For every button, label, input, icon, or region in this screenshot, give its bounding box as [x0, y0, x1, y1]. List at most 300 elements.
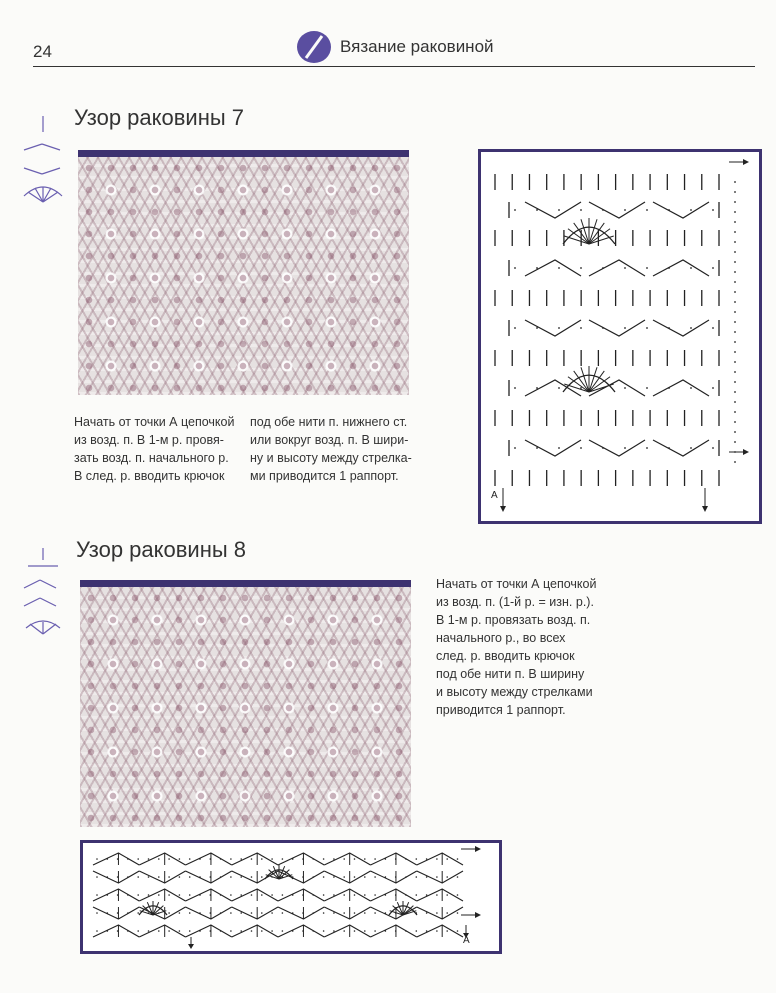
chain-stitch [179, 912, 181, 914]
chain-zigzag [186, 925, 232, 937]
chain-stitch [127, 912, 129, 914]
chain-stitch [734, 251, 736, 253]
chain-stitch [734, 401, 736, 403]
chain-stitch [646, 327, 648, 329]
chain-stitch [580, 327, 582, 329]
chain-stitch [354, 894, 356, 896]
chain-zigzag [186, 889, 232, 901]
chain-zigzag [525, 440, 581, 456]
chain-stitch [668, 387, 670, 389]
chain-stitch [734, 271, 736, 273]
chain-stitch [624, 267, 626, 269]
chain-stitch [446, 858, 448, 860]
chain-stitch [261, 876, 263, 878]
chain-stitch [189, 876, 191, 878]
chain-zigzag [417, 925, 463, 937]
chain-stitch [457, 894, 459, 896]
chain-stitch [333, 912, 335, 914]
chain-zigzag [589, 380, 645, 396]
chain-stitch [230, 930, 232, 932]
chart-7-start-label: A [491, 490, 498, 501]
shell-stitch [574, 371, 589, 392]
chain-stitch [199, 894, 201, 896]
chain-stitch [199, 912, 201, 914]
chain-stitch [271, 858, 273, 860]
chain-zigzag [186, 853, 232, 865]
instructions-7-right: под обе нити п. нижнего ст. или вокруг возд. п. В шири- ну и высоту между стрелка- ми приводится 1 раппорт. [250, 415, 412, 483]
chain-zigzag [278, 853, 324, 865]
chain-stitch [385, 894, 387, 896]
chain-stitch [127, 894, 129, 896]
chain-stitch [436, 930, 438, 932]
section-title-8: Узор раковины 8 [76, 537, 247, 562]
chain-zigzag [139, 889, 185, 901]
chain-stitch [646, 387, 648, 389]
chain-stitch [734, 191, 736, 193]
chain-stitch [158, 894, 160, 896]
chain-stitch [734, 461, 736, 463]
chain-stitch [137, 858, 139, 860]
chain-stitch [96, 858, 98, 860]
chain-stitch [385, 930, 387, 932]
chart-pattern-7 [478, 149, 762, 524]
chain-zigzag [186, 871, 232, 883]
chain-stitch [261, 912, 263, 914]
chain-stitch [436, 858, 438, 860]
chain-stitch [734, 341, 736, 343]
chain-zigzag [417, 853, 463, 865]
chain-stitch [354, 912, 356, 914]
chain-stitch [220, 894, 222, 896]
chain-stitch [416, 858, 418, 860]
crochet-diagram-8 [83, 843, 499, 951]
chain-stitch [137, 894, 139, 896]
chain-stitch [690, 447, 692, 449]
chain-stitch [240, 876, 242, 878]
chain-stitch [374, 930, 376, 932]
chain-zigzag [93, 925, 139, 937]
chain-stitch [333, 876, 335, 878]
chain-stitch [580, 267, 582, 269]
repeat-arrow-head [188, 944, 194, 949]
chain-stitch [734, 331, 736, 333]
instructions-8: Начать от точки А цепочкой из возд. п. (1-й р. = изн. р.). В 1-м р. провязать возд. п. начального р., во всех след. р. вводить крючок под обе нити п. В ширину и высоту между стрелками приводится 1 раппорт. [436, 577, 597, 717]
chain-stitch [436, 876, 438, 878]
chain-stitch [251, 876, 253, 878]
chain-stitch [734, 261, 736, 263]
chain-stitch [117, 930, 119, 932]
chain-stitch [96, 894, 98, 896]
chain-stitch [405, 894, 407, 896]
chain-stitch [210, 894, 212, 896]
chain-stitch [220, 876, 222, 878]
chain-stitch [179, 858, 181, 860]
chain-stitch [734, 221, 736, 223]
chain-stitch [333, 858, 335, 860]
chain-zigzag [186, 907, 232, 919]
chain-stitch [426, 912, 428, 914]
chain-stitch [210, 876, 212, 878]
shell-stitch [589, 236, 614, 244]
stitch-symbols-icon [20, 544, 66, 640]
chain-stitch [323, 930, 325, 932]
shell-stitch [589, 377, 610, 392]
chain-stitch [364, 930, 366, 932]
shell-stitch [581, 219, 589, 244]
chain-zigzag [371, 889, 417, 901]
chain-stitch [446, 912, 448, 914]
chain-stitch [734, 421, 736, 423]
chain-stitch [251, 912, 253, 914]
chain-stitch [668, 209, 670, 211]
chain-stitch [199, 930, 201, 932]
chain-zigzag [589, 260, 645, 276]
chain-stitch [343, 912, 345, 914]
repeat-arrow-head [475, 846, 481, 852]
chain-stitch [734, 431, 736, 433]
chain-stitch [168, 930, 170, 932]
chain-zigzag [93, 889, 139, 901]
chain-stitch [364, 858, 366, 860]
repeat-arrow-head [475, 912, 481, 918]
chain-stitch [624, 209, 626, 211]
chain-stitch [323, 876, 325, 878]
chain-stitch [261, 894, 263, 896]
chain-stitch [148, 858, 150, 860]
chain-stitch [536, 447, 538, 449]
chain-stitch [426, 894, 428, 896]
shell-stitch [581, 367, 589, 392]
chain-stitch [446, 876, 448, 878]
chain-zigzag [232, 889, 278, 901]
photo-7-bar [78, 150, 409, 157]
chain-stitch [168, 912, 170, 914]
chain-stitch [514, 209, 516, 211]
chain-stitch [137, 912, 139, 914]
chain-stitch [712, 209, 714, 211]
chain-stitch [343, 930, 345, 932]
chapter-title: Вязание раковиной [340, 37, 494, 56]
chain-stitch [189, 858, 191, 860]
chain-stitch [168, 876, 170, 878]
chain-stitch [107, 894, 109, 896]
chain-stitch [261, 930, 263, 932]
chain-stitch [734, 311, 736, 313]
chain-stitch [374, 876, 376, 878]
chain-stitch [712, 447, 714, 449]
chain-stitch [580, 209, 582, 211]
chain-stitch [292, 912, 294, 914]
chain-stitch [734, 181, 736, 183]
chain-stitch [127, 876, 129, 878]
chain-stitch [354, 930, 356, 932]
chain-zigzag [324, 871, 370, 883]
shell-stitch [589, 223, 604, 244]
chain-stitch [734, 241, 736, 243]
chain-stitch [313, 876, 315, 878]
stitch-symbols-icon [20, 112, 66, 208]
chain-stitch [690, 267, 692, 269]
chain-stitch [210, 930, 212, 932]
chain-stitch [416, 894, 418, 896]
chain-stitch [374, 894, 376, 896]
chain-stitch [558, 209, 560, 211]
chain-stitch [536, 267, 538, 269]
chain-stitch [292, 930, 294, 932]
chain-stitch [426, 876, 428, 878]
chain-stitch [374, 858, 376, 860]
chain-stitch [457, 930, 459, 932]
chain-stitch [189, 894, 191, 896]
chain-stitch [210, 912, 212, 914]
chain-stitch [646, 447, 648, 449]
chain-stitch [148, 894, 150, 896]
chain-stitch [313, 912, 315, 914]
chain-stitch [313, 858, 315, 860]
chain-stitch [230, 858, 232, 860]
chain-stitch [117, 912, 119, 914]
chain-zigzag [653, 440, 709, 456]
chain-zigzag [525, 320, 581, 336]
chain-stitch [302, 912, 304, 914]
chain-zigzag [139, 925, 185, 937]
chain-stitch [282, 858, 284, 860]
chain-stitch [558, 267, 560, 269]
repeat-arrow-head [500, 506, 506, 512]
chain-zigzag [589, 320, 645, 336]
chain-zigzag [324, 925, 370, 937]
chain-stitch [690, 387, 692, 389]
chain-stitch [624, 387, 626, 389]
chain-stitch [96, 930, 98, 932]
chain-stitch [602, 267, 604, 269]
chain-zigzag [232, 925, 278, 937]
chain-stitch [199, 876, 201, 878]
chain-stitch [364, 912, 366, 914]
chain-stitch [536, 327, 538, 329]
chain-zigzag [371, 853, 417, 865]
chain-stitch [436, 894, 438, 896]
chain-stitch [734, 211, 736, 213]
chain-stitch [734, 351, 736, 353]
chain-stitch [514, 387, 516, 389]
photo-pattern-8 [80, 587, 411, 827]
shell-stitch [564, 236, 589, 244]
chain-stitch [558, 447, 560, 449]
chain-stitch [158, 858, 160, 860]
chain-zigzag [278, 925, 324, 937]
section-title-7: Узор раковины 7 [74, 105, 245, 130]
chain-stitch [179, 894, 181, 896]
book-logo-icon [296, 30, 332, 64]
chain-stitch [602, 327, 604, 329]
chain-stitch [302, 858, 304, 860]
chain-zigzag [653, 260, 709, 276]
chain-stitch [313, 930, 315, 932]
chain-stitch [712, 267, 714, 269]
chain-stitch [364, 876, 366, 878]
chain-zigzag [139, 853, 185, 865]
photo-8-bar [80, 580, 411, 587]
chain-stitch [292, 894, 294, 896]
chain-stitch [354, 876, 356, 878]
shell-stitch [589, 229, 610, 244]
chain-stitch [148, 930, 150, 932]
chain-stitch [734, 381, 736, 383]
chain-stitch [117, 894, 119, 896]
chain-stitch [734, 281, 736, 283]
chain-zigzag [324, 853, 370, 865]
header-rule [33, 66, 755, 67]
repeat-arrow-head [702, 506, 708, 512]
chain-stitch [343, 876, 345, 878]
chain-stitch [580, 387, 582, 389]
chain-stitch [271, 894, 273, 896]
chain-zigzag [417, 907, 463, 919]
chain-stitch [179, 876, 181, 878]
chain-stitch [646, 209, 648, 211]
chain-stitch [261, 858, 263, 860]
chain-stitch [210, 858, 212, 860]
repeat-arrow-head [743, 449, 749, 455]
chain-stitch [240, 858, 242, 860]
chain-stitch [251, 858, 253, 860]
chain-stitch [302, 894, 304, 896]
chain-stitch [668, 447, 670, 449]
chain-zigzag [324, 907, 370, 919]
chain-zigzag [93, 907, 139, 919]
chain-stitch [282, 930, 284, 932]
chain-stitch [712, 327, 714, 329]
chain-stitch [220, 930, 222, 932]
chain-stitch [457, 912, 459, 914]
instructions-7-left: Начать от точки А цепочкой из возд. п. В 1-м р. провя- зать возд. п. начального р. В след. р. вводить крючок [74, 415, 235, 483]
chain-stitch [734, 371, 736, 373]
chain-stitch [220, 858, 222, 860]
chain-stitch [514, 267, 516, 269]
chain-stitch [158, 930, 160, 932]
chain-zigzag [589, 202, 645, 218]
chain-zigzag [93, 871, 139, 883]
chain-stitch [333, 894, 335, 896]
chain-stitch [117, 876, 119, 878]
chain-stitch [333, 930, 335, 932]
chain-stitch [734, 441, 736, 443]
chain-stitch [96, 912, 98, 914]
shell-stitch [589, 384, 614, 392]
shell-stitch [589, 219, 597, 244]
shell-stitch [589, 367, 597, 392]
chart-8-start-label: A [463, 935, 470, 946]
chain-stitch [137, 876, 139, 878]
chain-stitch [690, 209, 692, 211]
chain-stitch [446, 894, 448, 896]
chain-zigzag [525, 260, 581, 276]
chain-stitch [712, 387, 714, 389]
chain-zigzag [93, 853, 139, 865]
chain-stitch [734, 231, 736, 233]
chain-stitch [536, 387, 538, 389]
chain-stitch [734, 411, 736, 413]
chain-stitch [313, 894, 315, 896]
chain-stitch [602, 209, 604, 211]
chain-stitch [271, 912, 273, 914]
chain-stitch [734, 321, 736, 323]
page-number: 24 [33, 42, 52, 61]
chain-stitch [668, 267, 670, 269]
chain-zigzag [417, 871, 463, 883]
chain-stitch [323, 894, 325, 896]
chain-zigzag [525, 202, 581, 218]
chain-stitch [240, 930, 242, 932]
chain-stitch [436, 912, 438, 914]
chain-stitch [558, 387, 560, 389]
chain-stitch [416, 876, 418, 878]
chain-stitch [734, 201, 736, 203]
chain-stitch [240, 912, 242, 914]
chain-stitch [374, 912, 376, 914]
chain-stitch [385, 858, 387, 860]
chain-zigzag [417, 889, 463, 901]
chain-stitch [302, 930, 304, 932]
chain-stitch [107, 858, 109, 860]
chain-stitch [364, 894, 366, 896]
chain-stitch [282, 894, 284, 896]
chain-zigzag [232, 853, 278, 865]
chain-stitch [426, 858, 428, 860]
chain-stitch [220, 912, 222, 914]
chain-stitch [457, 876, 459, 878]
chain-stitch [646, 267, 648, 269]
chain-stitch [107, 930, 109, 932]
chain-stitch [395, 930, 397, 932]
chain-stitch [416, 930, 418, 932]
chain-stitch [179, 930, 181, 932]
chain-stitch [395, 858, 397, 860]
chain-stitch [158, 876, 160, 878]
chain-stitch [734, 291, 736, 293]
chain-stitch [580, 447, 582, 449]
chain-zigzag [278, 889, 324, 901]
repeat-arrow-head [743, 159, 749, 165]
chain-stitch [690, 327, 692, 329]
chain-zigzag [371, 871, 417, 883]
chain-stitch [354, 858, 356, 860]
chain-stitch [271, 930, 273, 932]
chain-stitch [457, 858, 459, 860]
photo-pattern-7 [78, 157, 409, 395]
chain-stitch [199, 858, 201, 860]
chain-stitch [230, 912, 232, 914]
chain-zigzag [653, 202, 709, 218]
chain-stitch [385, 912, 387, 914]
chain-stitch [189, 912, 191, 914]
chain-stitch [536, 209, 538, 211]
chain-stitch [230, 876, 232, 878]
chain-stitch [240, 894, 242, 896]
chain-stitch [624, 327, 626, 329]
chain-stitch [251, 894, 253, 896]
chain-stitch [107, 912, 109, 914]
chain-stitch [251, 930, 253, 932]
chain-stitch [282, 912, 284, 914]
chain-stitch [323, 912, 325, 914]
chain-stitch [405, 930, 407, 932]
chain-stitch [117, 858, 119, 860]
chain-stitch [734, 391, 736, 393]
chain-stitch [558, 327, 560, 329]
crochet-diagram-7 [481, 152, 759, 521]
